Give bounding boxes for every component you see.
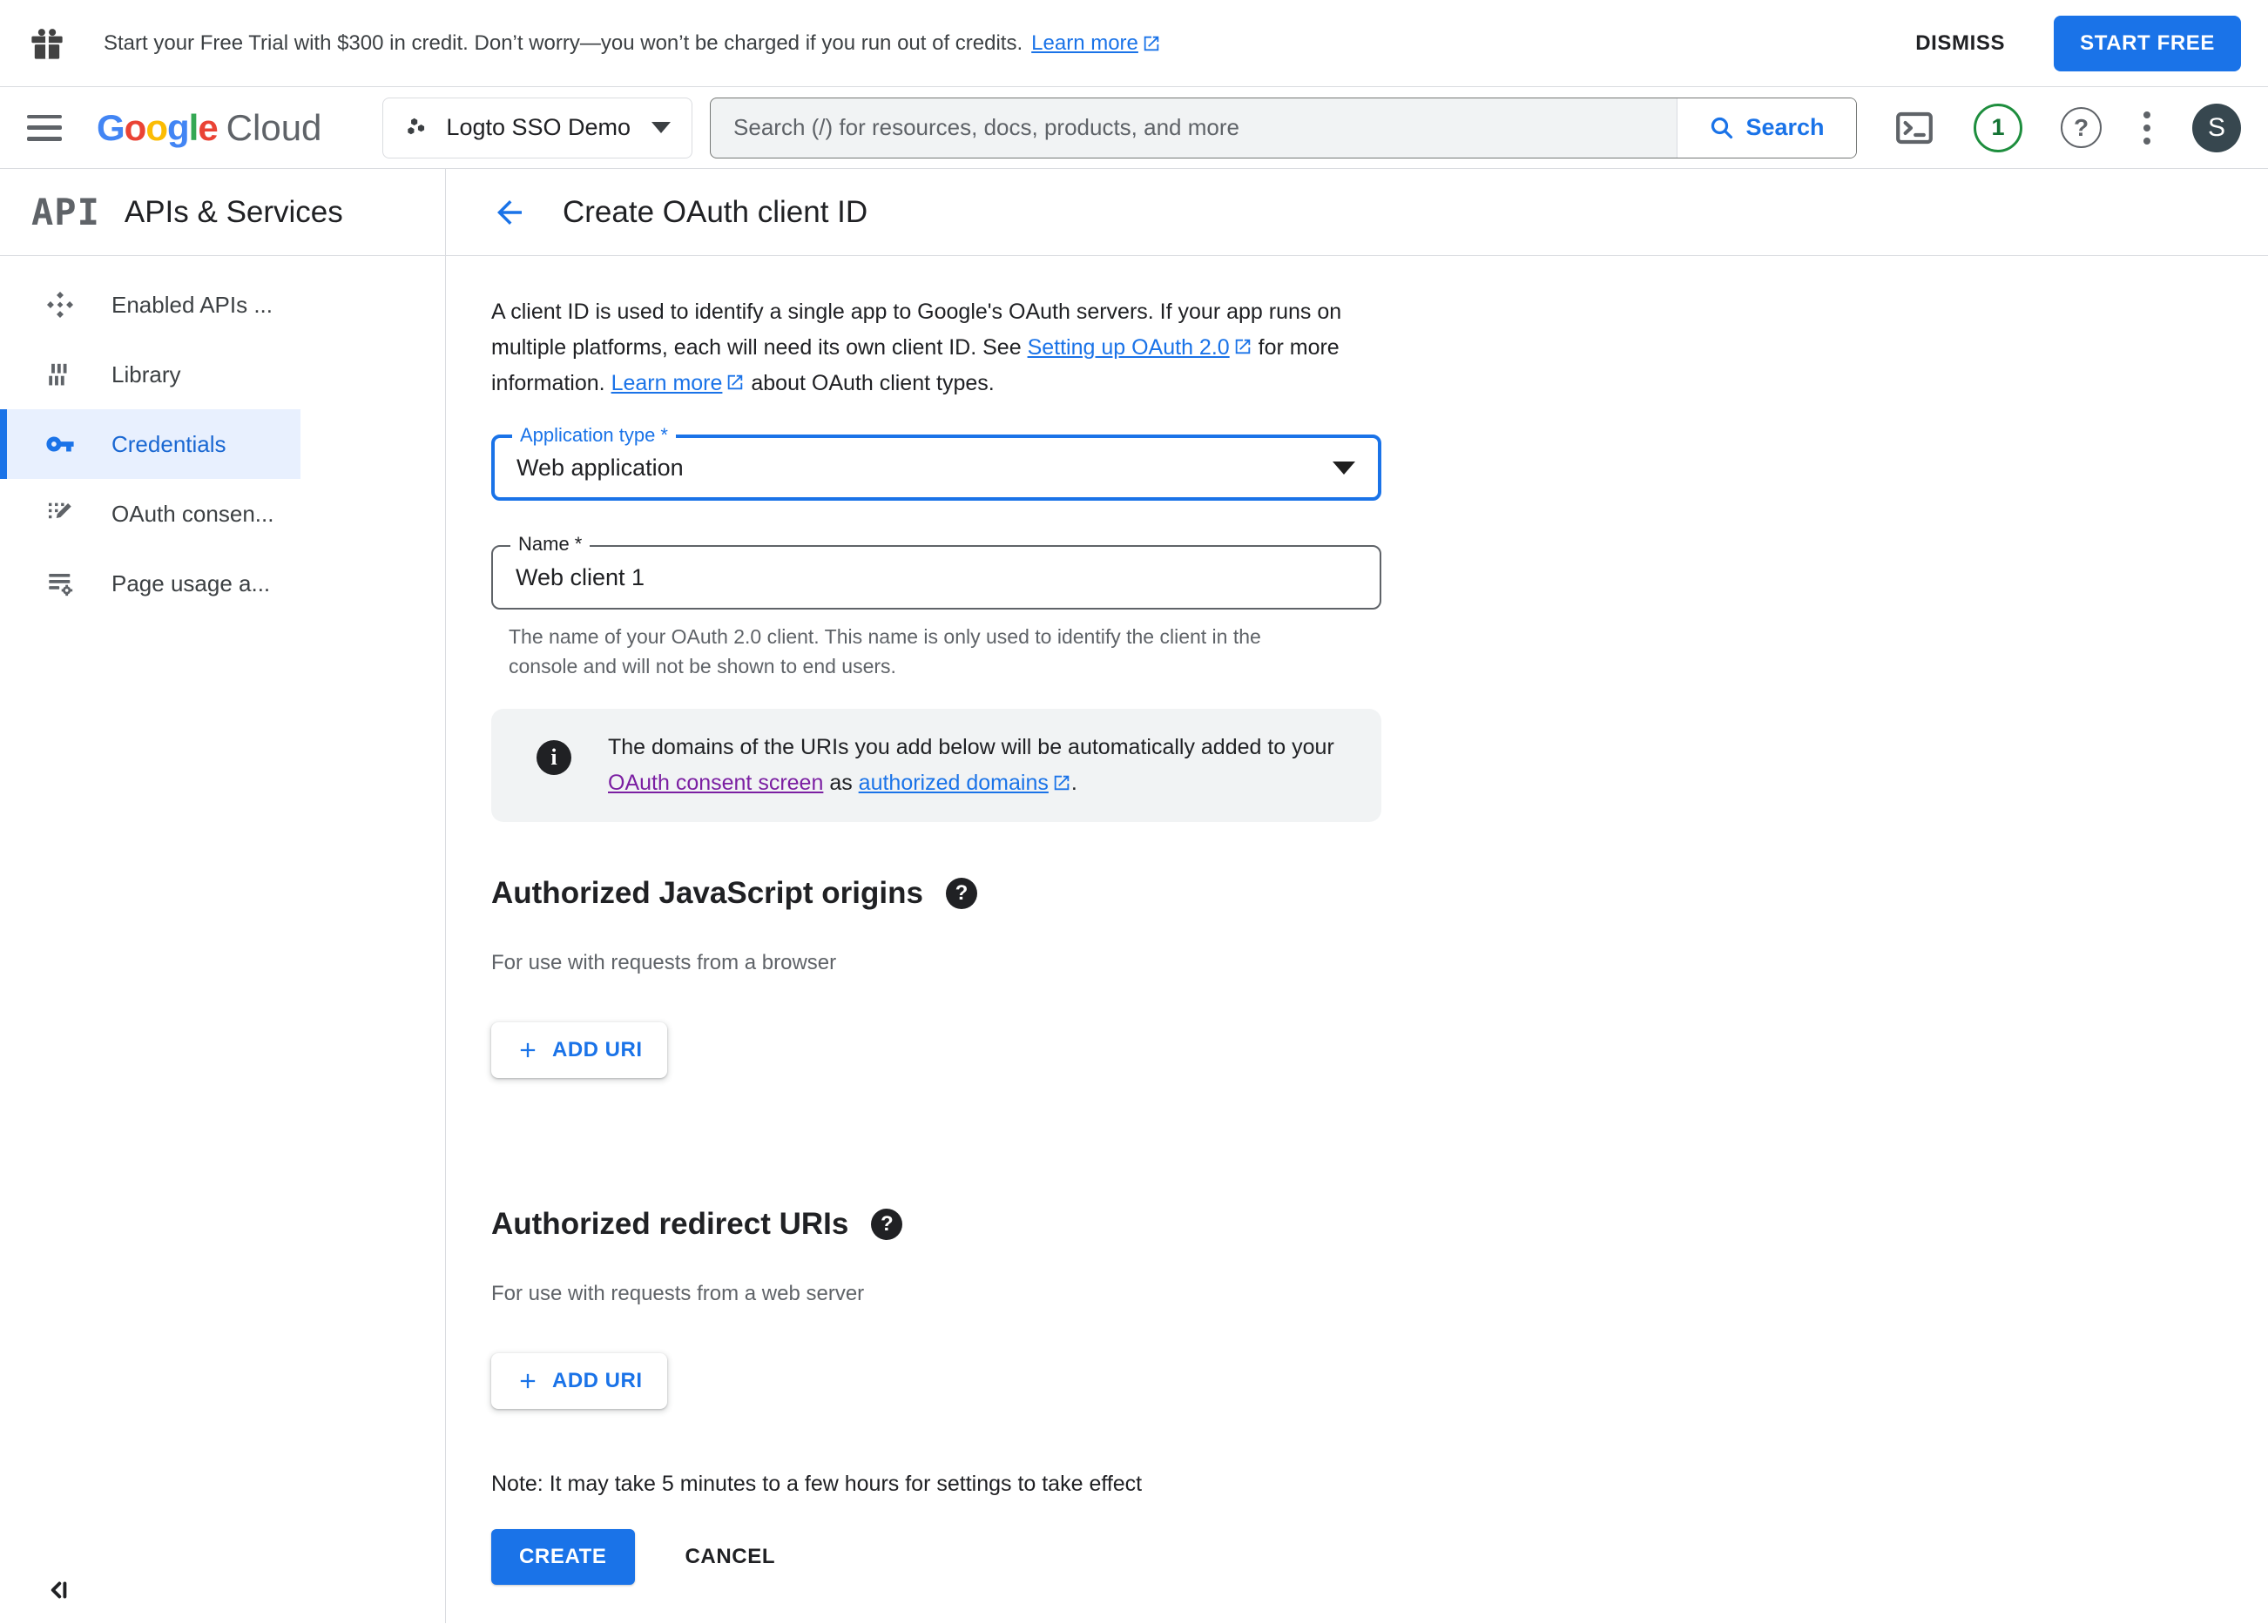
logo-cloud-text: Cloud	[226, 106, 322, 148]
add-uri-origins-button[interactable]: ADD URI	[491, 1022, 667, 1078]
project-selector[interactable]	[382, 98, 692, 158]
gift-icon	[27, 24, 67, 64]
info-text: The domains of the URIs you add below will be automatically added to your OAuth consent screen as authorized domains .	[608, 735, 1334, 795]
notifications-badge[interactable]: 1	[1974, 104, 2022, 152]
sidebar-item-oauth-consent[interactable]: OAuth consen...	[0, 479, 445, 549]
dropdown-caret-icon	[1333, 462, 1355, 475]
external-link-icon	[1052, 773, 1071, 792]
search-button[interactable]: Search	[1677, 98, 1856, 158]
add-uri-redirects-button[interactable]: ADD URI	[491, 1353, 667, 1409]
api-product-logo: API	[31, 191, 100, 233]
application-type-value: Web application	[516, 454, 684, 481]
form-content	[446, 256, 2268, 1622]
key-icon	[45, 429, 75, 459]
setting-up-oauth-link[interactable]: Setting up OAuth 2.0	[1028, 335, 1252, 360]
header-icon-row	[1893, 104, 2241, 152]
sidebar-title: APIs & Services	[124, 194, 343, 229]
back-arrow-icon[interactable]	[491, 194, 528, 231]
external-link-icon	[726, 373, 745, 392]
menu-icon[interactable]	[27, 115, 62, 141]
project-caret-icon	[651, 122, 671, 133]
name-field	[491, 533, 1381, 610]
external-link-icon	[1233, 337, 1252, 356]
name-input[interactable]	[493, 547, 1335, 608]
banner-message: Start your Free Trial with $300 in credit. Don’t worry—you won’t be charged if you run out of credits.	[104, 30, 1023, 55]
sidebar-header	[0, 169, 445, 256]
domains-info-box	[491, 709, 1381, 822]
google-cloud-logo[interactable]	[97, 107, 321, 149]
redirect-uris-section-title: Authorized redirect URIs ?	[491, 1207, 902, 1242]
project-hexagons-icon	[404, 115, 430, 141]
application-type-label: Application type *	[512, 424, 676, 447]
application-type-select[interactable]	[491, 424, 1381, 501]
oauth-consent-icon	[45, 499, 75, 529]
cloud-shell-icon[interactable]	[1893, 107, 1935, 149]
page-title: Create OAuth client ID	[563, 194, 868, 229]
project-name: Logto SSO Demo	[446, 114, 631, 140]
page-usage-icon	[45, 569, 75, 598]
search-icon	[1709, 115, 1735, 141]
name-helper-text: The name of your OAuth 2.0 client. This name is only used to identify the client in the console and will not be shown to end users.	[509, 625, 1261, 677]
cancel-button[interactable]: CANCEL	[685, 1545, 776, 1568]
redirect-uris-help-icon[interactable]: ?	[871, 1209, 902, 1240]
free-trial-banner	[0, 0, 2268, 87]
main-panel	[446, 169, 2268, 1623]
avatar[interactable]: S	[2192, 104, 2241, 152]
settings-note: Note: It may take 5 minutes to a few hours for settings to take effect	[491, 1472, 1143, 1496]
collapse-sidebar-icon[interactable]	[42, 1574, 73, 1606]
sidebar-nav	[0, 256, 445, 618]
banner-learn-more-link[interactable]: Learn more	[1031, 31, 1161, 56]
redirect-uris-subtitle: For use with requests from a web server	[491, 1282, 865, 1305]
enabled-apis-icon	[45, 290, 75, 320]
console-body	[0, 169, 2268, 1623]
name-label: Name *	[510, 533, 590, 556]
sidebar-item-library[interactable]: Library	[0, 340, 445, 409]
learn-more-link[interactable]: Learn more	[611, 371, 746, 395]
sidebar-item-enabled-apis[interactable]: Enabled APIs ...	[0, 270, 445, 340]
sidebar	[0, 169, 446, 1623]
intro-paragraph: A client ID is used to identify a single app to Google's OAuth servers. If your app runs on multiple platforms, each will need its own client ID. See Setting up OAuth 2.0 for more information. Learn more about OAuth client types.	[491, 300, 1342, 395]
search-input[interactable]	[711, 98, 1677, 158]
page-header	[446, 169, 2268, 256]
info-icon: i	[537, 740, 571, 775]
js-origins-subtitle: For use with requests from a browser	[491, 951, 837, 974]
search-bar	[710, 98, 1857, 158]
library-icon	[45, 360, 75, 389]
help-icon[interactable]: ?	[2061, 107, 2102, 148]
plus-icon	[516, 1369, 540, 1393]
plus-icon	[516, 1038, 540, 1062]
form-actions	[491, 1529, 775, 1585]
more-options-icon[interactable]	[2140, 108, 2154, 148]
console-header	[0, 87, 2268, 169]
authorized-domains-link[interactable]: authorized domains	[859, 771, 1071, 795]
create-button[interactable]: CREATE	[491, 1529, 635, 1585]
oauth-consent-screen-link[interactable]: OAuth consent screen	[608, 771, 824, 795]
dismiss-button[interactable]: DISMISS	[1915, 30, 2006, 55]
logo-google-text: Google	[97, 106, 218, 148]
js-origins-section-title: Authorized JavaScript origins ?	[491, 876, 977, 911]
js-origins-help-icon[interactable]: ?	[946, 878, 977, 909]
sidebar-item-page-usage[interactable]: Page usage a...	[0, 549, 445, 618]
start-free-button[interactable]: START FREE	[2054, 16, 2241, 71]
external-link-icon	[1142, 34, 1161, 53]
sidebar-item-credentials[interactable]: Credentials	[0, 409, 300, 479]
